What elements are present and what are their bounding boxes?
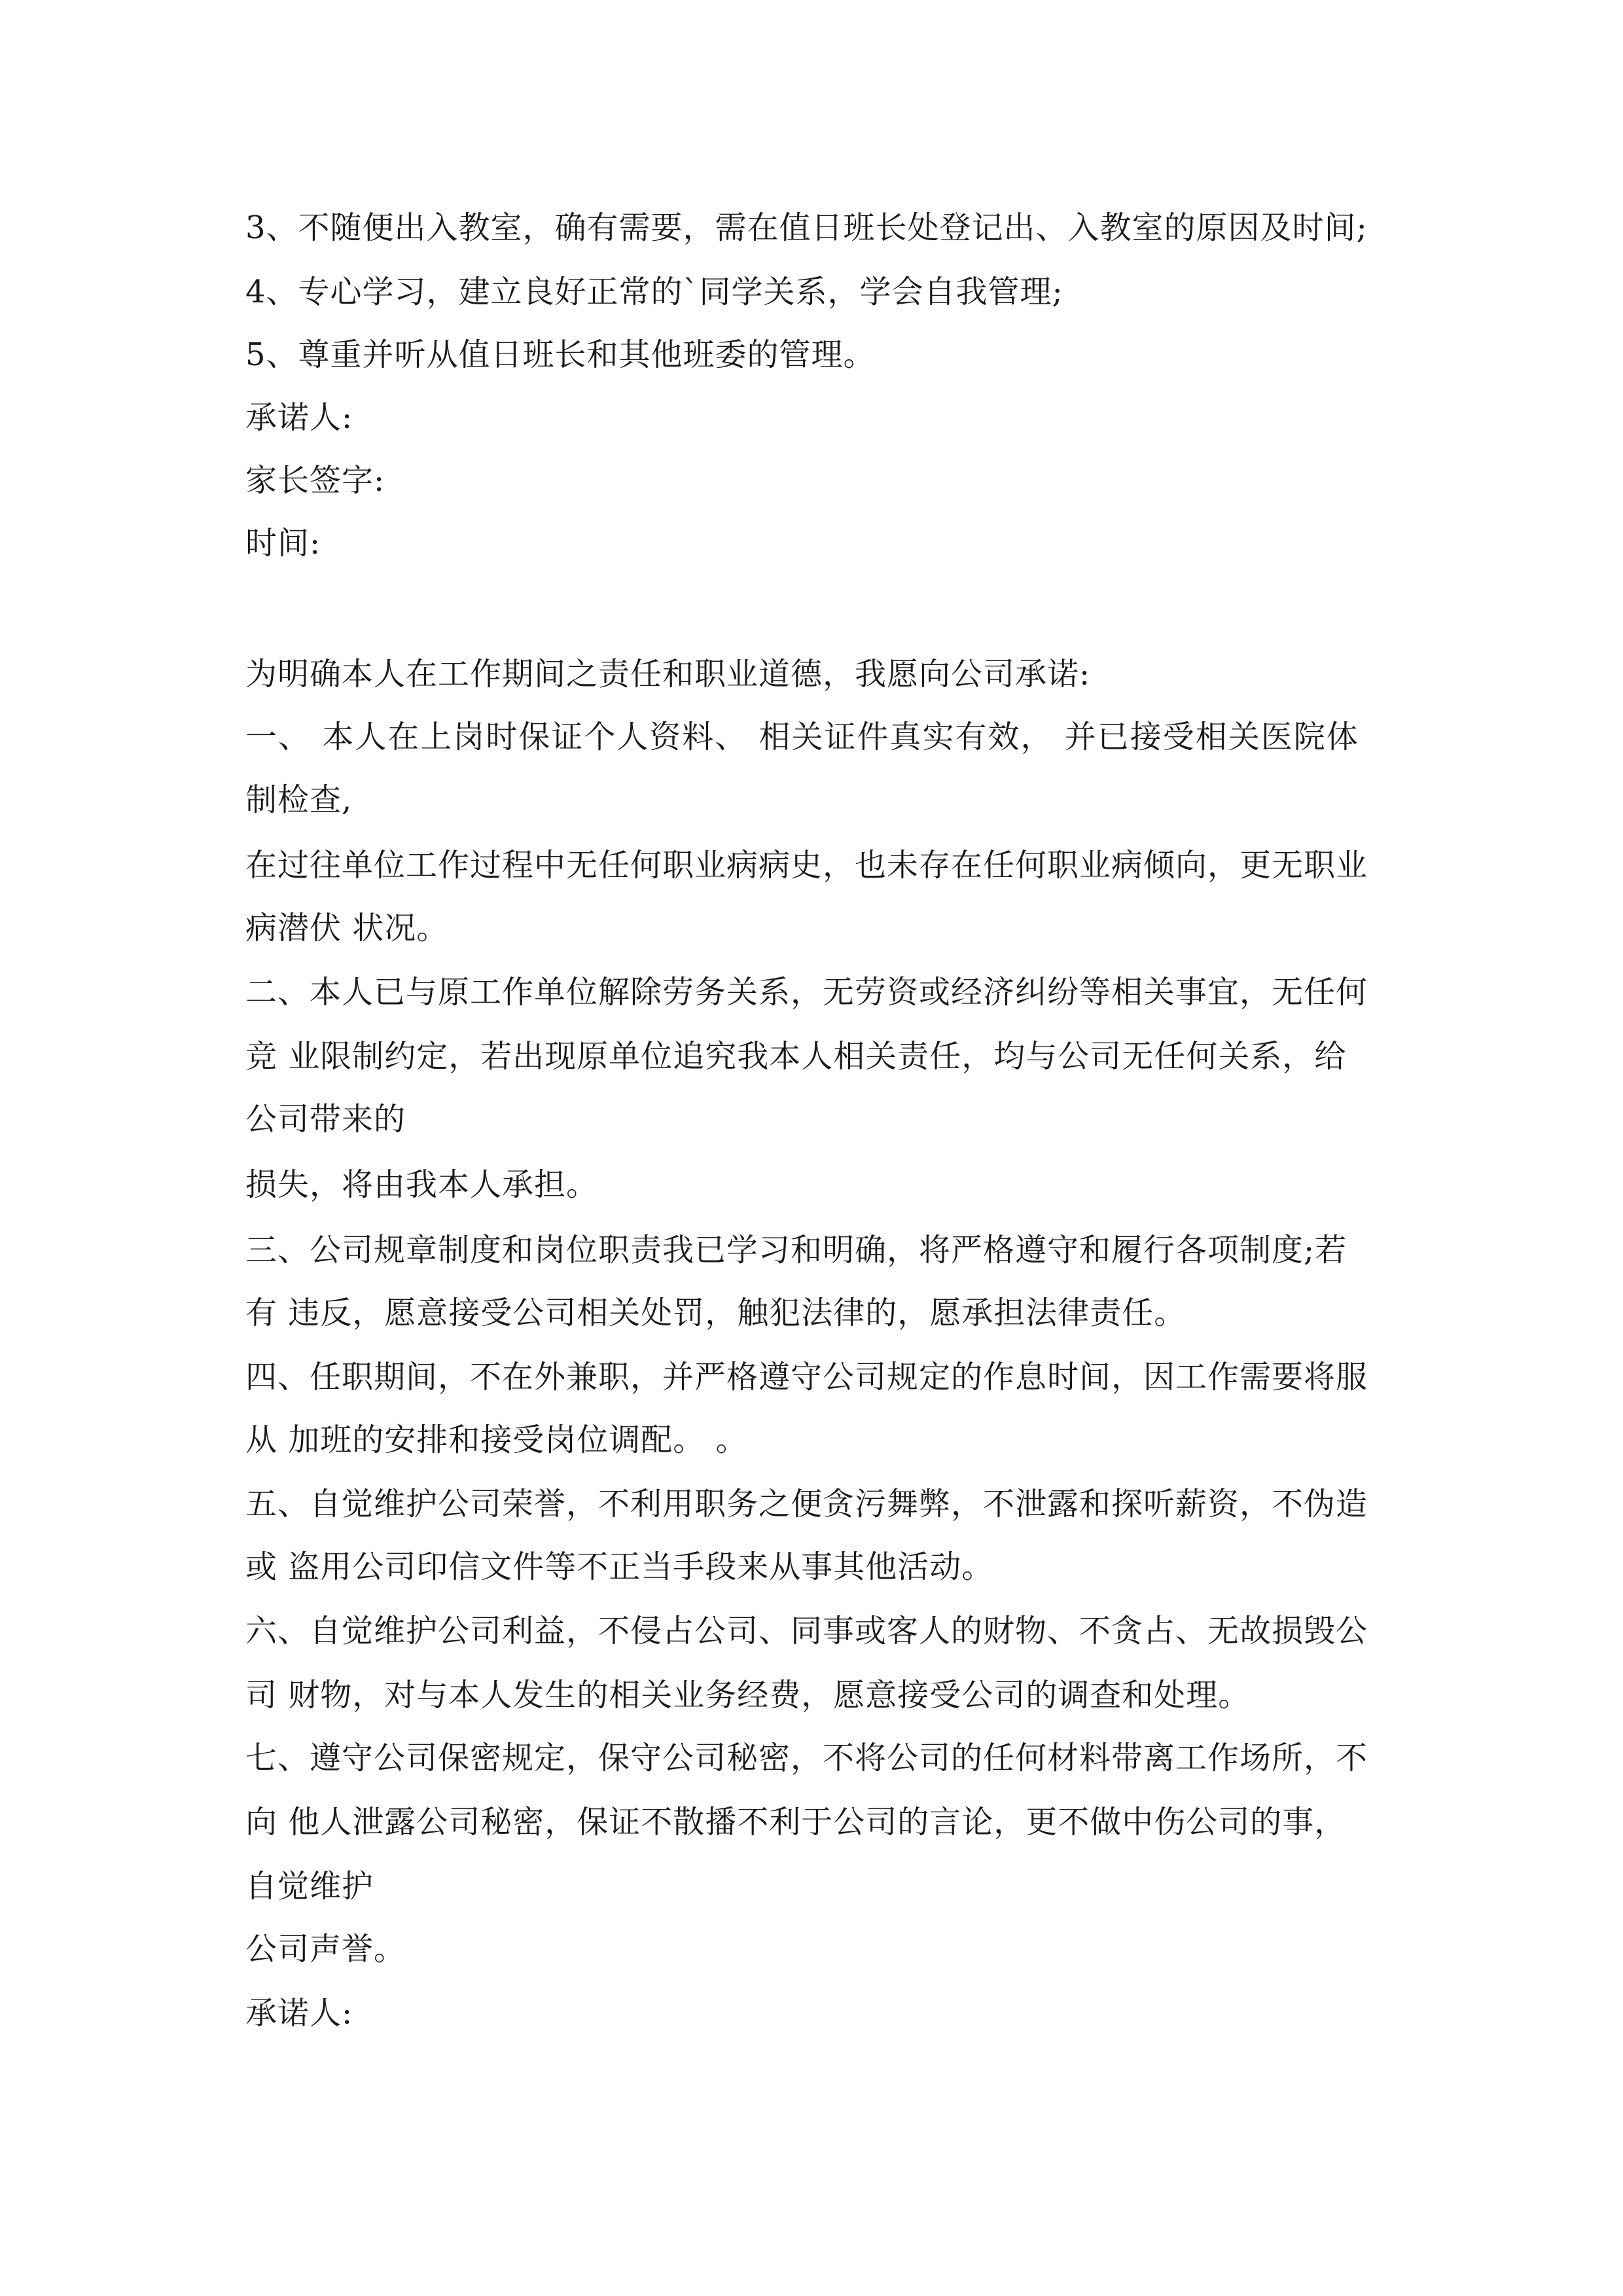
date-label: 时间: [245, 525, 321, 562]
work-pledge-intro: 为明确本人在工作期间之责任和职业道德，我愿向公司承诺: [245, 656, 1091, 692]
parent-signature-label: 家长签字: [245, 462, 385, 499]
work-pledge-line: 三、公司规章制度和岗位职责我已学习和明确，将严格遵守和履行各项制度;若 [245, 1232, 1347, 1268]
work-pledge-line: 四、任职期间，不在外兼职，并严格遵守公司规定的作息时间，因工作需要将服 [245, 1359, 1368, 1395]
work-pledge-line: 自觉维护 [245, 1868, 374, 1905]
pledge-item-5: 5、尊重并听从值日班长和其他班委的管理。 [245, 336, 876, 373]
work-pledge-line: 二、本人已与原工作单位解除劳务关系，无劳资或经济纠纷等相关事宜，无任何 [245, 974, 1368, 1011]
work-pledge-line: 向 他人泄露公司秘密，保证不散播不利于公司的言论，更不做中伤公司的事， [245, 1804, 1347, 1840]
work-pledge-line: 制检查, [245, 781, 353, 818]
work-pledge-line: 在过往单位工作过程中无任何职业病病史，也未存在任何职业病倾向，更无职业 [245, 847, 1368, 884]
work-pledge-line: 一、 本人在上岗时保证个人资料、 相关证件真实有效， 并已接受相关医院体 [245, 719, 1359, 755]
work-pledger-label: 承诺人: [245, 1995, 353, 2032]
pledger-label: 承诺人: [245, 399, 353, 436]
work-pledge-line: 从 加班的安排和接受岗位调配。 。 [245, 1422, 748, 1458]
work-pledge-line: 司 财物，对与本人发生的相关业务经费，愿意接受公司的调查和处理。 [245, 1677, 1251, 1713]
work-pledge-line: 六、自觉维护公司利益，不侵占公司、同事或客人的财物、不贪占、无故损毁公 [245, 1613, 1368, 1649]
work-pledge-line: 公司声誉。 [245, 1931, 406, 1967]
work-pledge-line: 竞 业限制约定，若出现原单位追究我本人相关责任，均与公司无任何关系，给 [245, 1038, 1347, 1075]
work-pledge-line: 五、自觉维护公司荣誉，不利用职务之便贪污舞弊，不泄露和探听薪资，不伪造 [245, 1486, 1368, 1522]
work-pledge-line: 病潜伏 状况。 [245, 910, 449, 946]
work-pledge-line: 七、遵守公司保密规定，保守公司秘密，不将公司的任何材料带离工作场所，不 [245, 1740, 1368, 1776]
pledge-item-3: 3、不随便出入教室，确有需要，需在值日班长处登记出、入教室的原因及时间; [245, 209, 1368, 246]
work-pledge-line: 有 违反，愿意接受公司相关处罚，触犯法律的，愿承担法律责任。 [245, 1295, 1186, 1331]
work-pledge-line: 或 盗用公司印信文件等不正当手段来从事其他活动。 [245, 1549, 994, 1585]
work-pledge-line: 公司带来的 [245, 1101, 406, 1138]
work-pledge-line: 损失，将由我本人承担。 [245, 1166, 599, 1203]
pledge-item-4: 4、专心学习，建立良好正常的`同学关系，学会自我管理; [245, 274, 1063, 310]
